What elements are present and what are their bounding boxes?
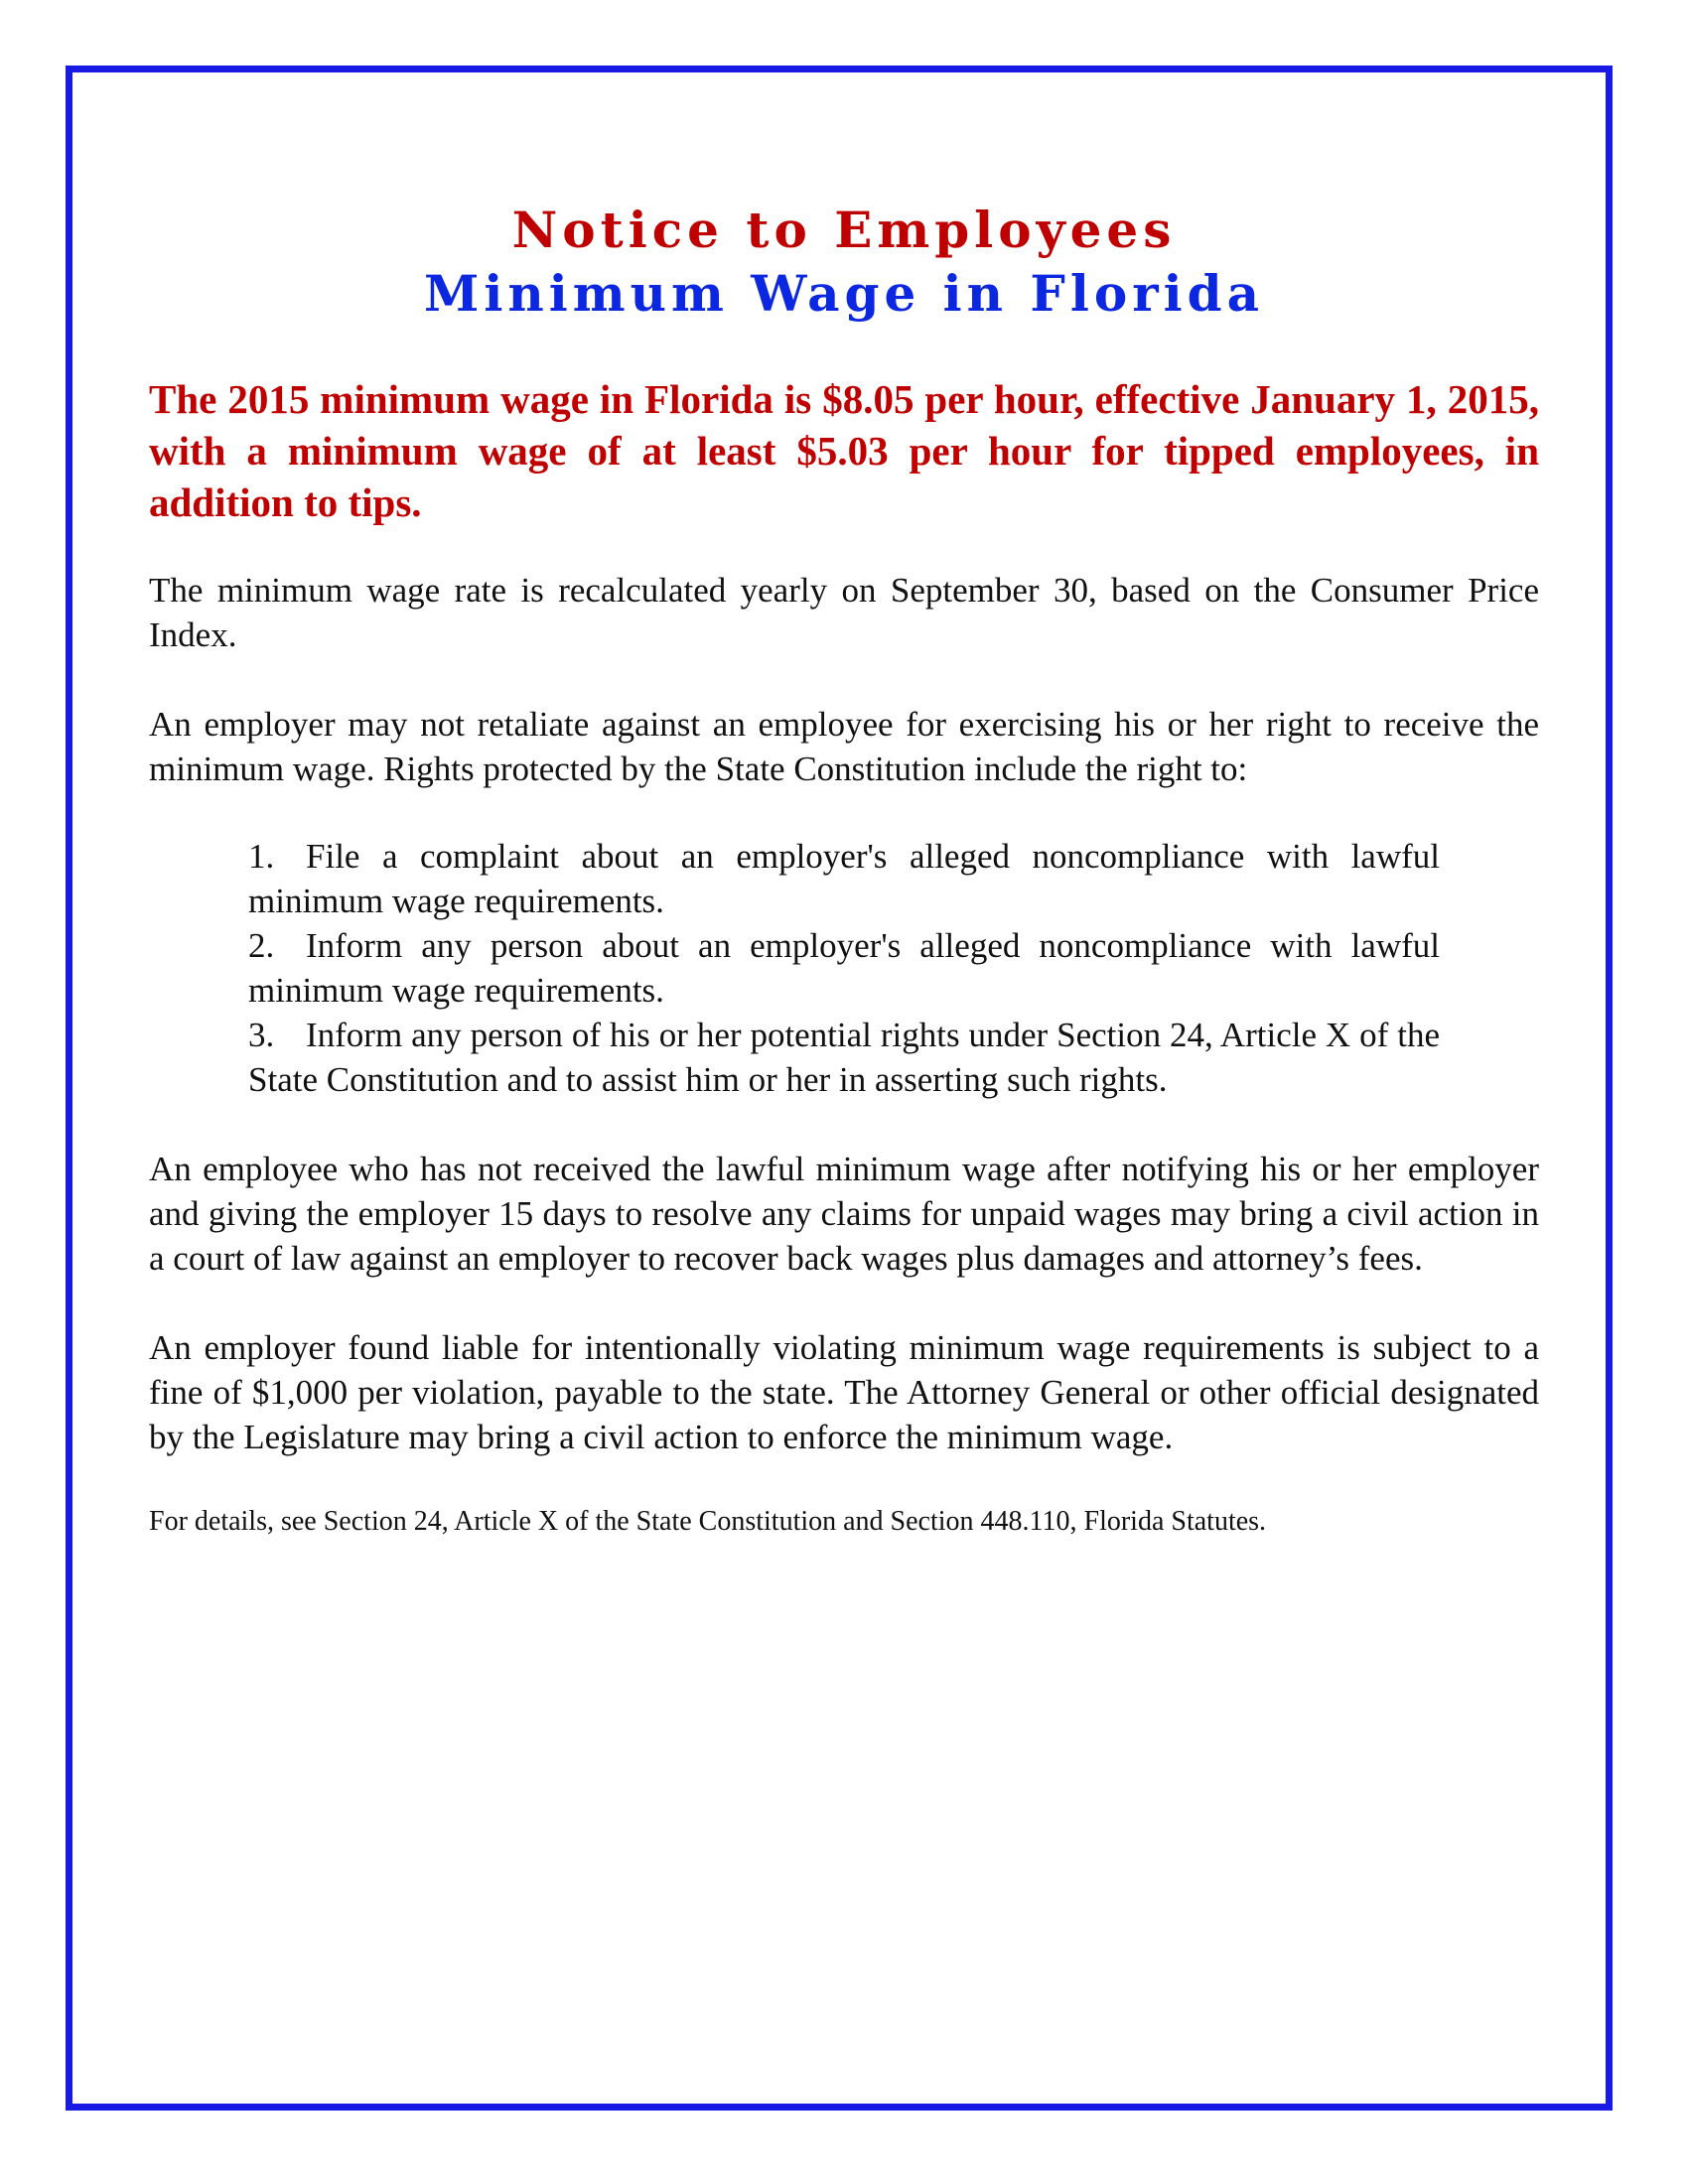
list-item-text: Inform any person of his or her potential rights under Section 24, Article X of the State Constitution and to assist him or her in asserting such rights. (248, 1016, 1440, 1099)
rights-list-item (248, 923, 1440, 1013)
fine-paragraph: An employer found liable for intentionally violating minimum wage requirements is subject to a fine of $1,000 per violation, payable to the state. The Attorney General or other official designated by the Legislature may bring a civil action to enforce the minimum wage. (149, 1328, 1539, 1456)
recalculation-paragraph: The minimum wage rate is recalculated yearly on September 30, based on the Consumer Price Index. (149, 571, 1539, 654)
list-item-text: Inform any person about an employer's alleged noncompliance with lawful minimum wage requirements. (248, 926, 1440, 1010)
list-number: 3. (248, 1016, 275, 1054)
rights-list-item (248, 1013, 1440, 1102)
list-item-text: File a complaint about an employer's alleged noncompliance with lawful minimum wage requirements. (248, 837, 1440, 920)
notice-title: Notice to Employees (511, 201, 1177, 259)
minimum-wage-statement: The 2015 minimum wage in Florida is $8.05 per hour, effective January 1, 2015, with a minimum wage of at least $5.03 per hour for tipped employees, in addition to tips. (149, 376, 1539, 525)
rights-list (149, 834, 1440, 1102)
notice-content (149, 199, 1539, 1540)
rights-intro-paragraph: An employer may not retaliate against an employee for exercising his or her right to receive the minimum wage. Rights protected by the State Constitution include the right to: (149, 705, 1539, 788)
civil-action-paragraph: An employee who has not received the lawful minimum wage after notifying his or her employer and giving the employer 15 days to resolve any claims for unpaid wages may bring a civil action in a court of law against an employer to recover back wages plus damages and attorney’s fees. (149, 1150, 1539, 1278)
rights-list-item (248, 834, 1440, 923)
list-number: 1. (248, 837, 275, 876)
notice-subtitle: Minimum Wage in Florida (424, 264, 1264, 323)
details-footnote: For details, see Section 24, Article X of the State Constitution and Section 448.110, Florida Statutes. (149, 1506, 1267, 1537)
list-number: 2. (248, 926, 275, 965)
